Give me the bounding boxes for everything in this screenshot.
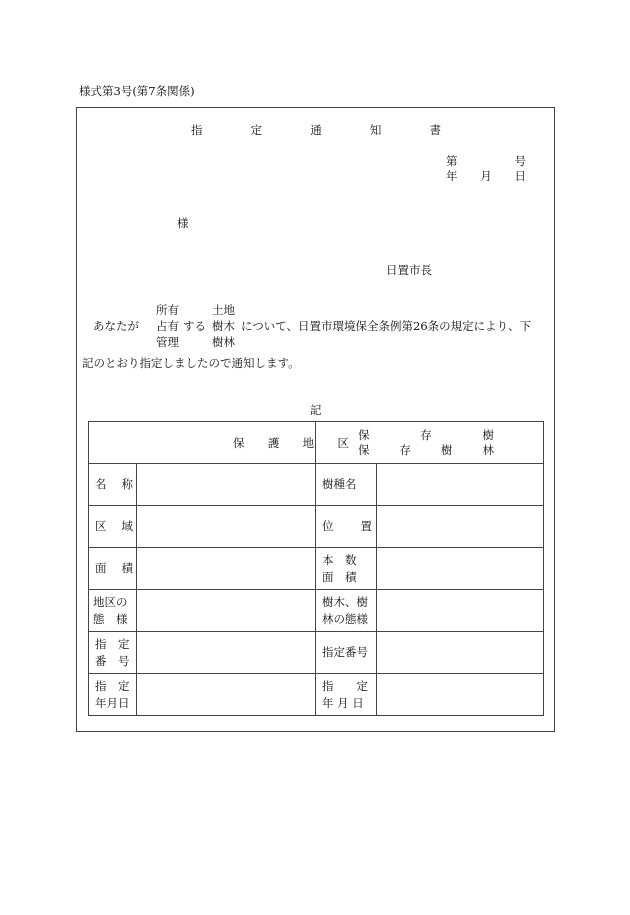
- header-char: 護: [267, 435, 280, 450]
- date-year: 年: [446, 169, 458, 183]
- label-line: 指 定: [95, 678, 130, 693]
- row-label-designation-number-right: [316, 632, 377, 674]
- title-char: 通: [310, 123, 322, 137]
- body-option-right-3: 樹林: [212, 335, 235, 349]
- label-line: 樹木、樹: [322, 594, 368, 609]
- row-value-name[interactable]: [137, 464, 316, 506]
- label-char: 区: [95, 519, 107, 533]
- body-suru: する: [183, 319, 206, 333]
- table-row: [89, 464, 544, 506]
- label-line: 年 月 日: [322, 695, 364, 710]
- table-row: [89, 590, 544, 632]
- row-label-tree-state: [316, 590, 377, 632]
- body-option-left-1: 所有: [156, 303, 179, 317]
- label-char: 積: [121, 561, 133, 575]
- document-title: [191, 125, 441, 137]
- number-dai: 第: [446, 154, 458, 168]
- label-line: 態 様: [93, 611, 128, 626]
- table-row: [89, 674, 544, 716]
- header-char: 地: [302, 435, 315, 450]
- row-label-surface: [89, 548, 137, 590]
- header-char: 保: [358, 442, 370, 457]
- row-label-district-state: [89, 590, 137, 632]
- header-preserved-trees: [316, 422, 544, 464]
- title-char: 指: [191, 123, 203, 137]
- label-line: 指 定: [322, 678, 368, 693]
- title-char: 書: [429, 123, 441, 137]
- title-char: 定: [250, 123, 263, 137]
- label-line: 指 定: [95, 636, 130, 651]
- issuer: 日置市長: [386, 263, 432, 277]
- addressee-honorific: 様: [177, 216, 189, 230]
- header-char: 区: [337, 435, 349, 450]
- header-char: 存: [420, 427, 432, 442]
- ki-heading: 記: [310, 403, 322, 417]
- row-label-species: [316, 464, 377, 506]
- header-protected-area: [89, 422, 349, 464]
- row-label-count-area: [316, 548, 377, 590]
- document-number-line: [446, 156, 526, 168]
- label-char: 置: [360, 519, 372, 533]
- row-value-species[interactable]: [377, 464, 544, 506]
- label-text: 樹種名: [322, 477, 357, 491]
- row-label-name: [89, 464, 137, 506]
- row-value-designation-date[interactable]: [137, 674, 316, 716]
- body-rest: について、日置市環境保全条例第26条の規定により、下: [241, 319, 532, 333]
- date-month: 月: [480, 169, 492, 183]
- label-text: 指定番号: [322, 645, 368, 659]
- header-char: 樹: [441, 442, 453, 457]
- date-day: 日: [514, 169, 526, 183]
- label-char: 面: [95, 561, 107, 575]
- row-label-designation-date-right: [316, 674, 377, 716]
- label-line: 年月日: [95, 695, 130, 710]
- row-label-designation-date: [89, 674, 137, 716]
- label-char: 域: [121, 519, 133, 533]
- detail-table: [88, 421, 544, 716]
- header-char: 保: [358, 427, 370, 442]
- header-char: 保: [233, 435, 245, 450]
- number-go: 号: [514, 154, 526, 168]
- table-header-row: [89, 422, 544, 464]
- label-char: 称: [121, 477, 133, 491]
- body-lead: あなたが: [93, 319, 139, 333]
- label-line: 面 積: [322, 569, 357, 584]
- table-row: [89, 506, 544, 548]
- row-value-designation-number[interactable]: [137, 632, 316, 674]
- row-value-tree-state[interactable]: [377, 590, 544, 632]
- table-row: [89, 548, 544, 590]
- document-date-line: [446, 171, 526, 183]
- label-char: 位: [322, 519, 334, 533]
- form-label: 様式第3号(第7条関係): [79, 84, 195, 98]
- label-line: 林の態様: [322, 611, 368, 626]
- label-char: 名: [95, 477, 107, 491]
- row-label-designation-number: [89, 632, 137, 674]
- body-option-right-1: 土地: [212, 303, 235, 317]
- row-value-district-state[interactable]: [137, 590, 316, 632]
- header-char: 樹: [482, 427, 494, 442]
- row-value-count-area[interactable]: [377, 548, 544, 590]
- row-label-area-zone: [89, 506, 137, 548]
- row-value-designation-number-right[interactable]: [377, 632, 544, 674]
- label-line: 本 数: [322, 552, 357, 567]
- row-value-surface[interactable]: [137, 548, 316, 590]
- body-option-left-3: 管理: [156, 335, 179, 349]
- row-value-area-zone[interactable]: [137, 506, 316, 548]
- label-line: 地区の: [93, 594, 128, 609]
- header-char: 存: [399, 442, 411, 457]
- label-line: 番 号: [95, 653, 130, 668]
- title-char: 知: [369, 123, 382, 137]
- row-value-location[interactable]: [377, 506, 544, 548]
- row-value-designation-date-right[interactable]: [377, 674, 544, 716]
- table-row: [89, 632, 544, 674]
- body-second-line: 記のとおり指定しましたので通知します。: [82, 356, 300, 370]
- row-label-location: [316, 506, 377, 548]
- body-option-left-2: 占有: [156, 319, 179, 333]
- header-char: 林: [482, 442, 494, 457]
- body-option-right-2: 樹木: [212, 319, 235, 333]
